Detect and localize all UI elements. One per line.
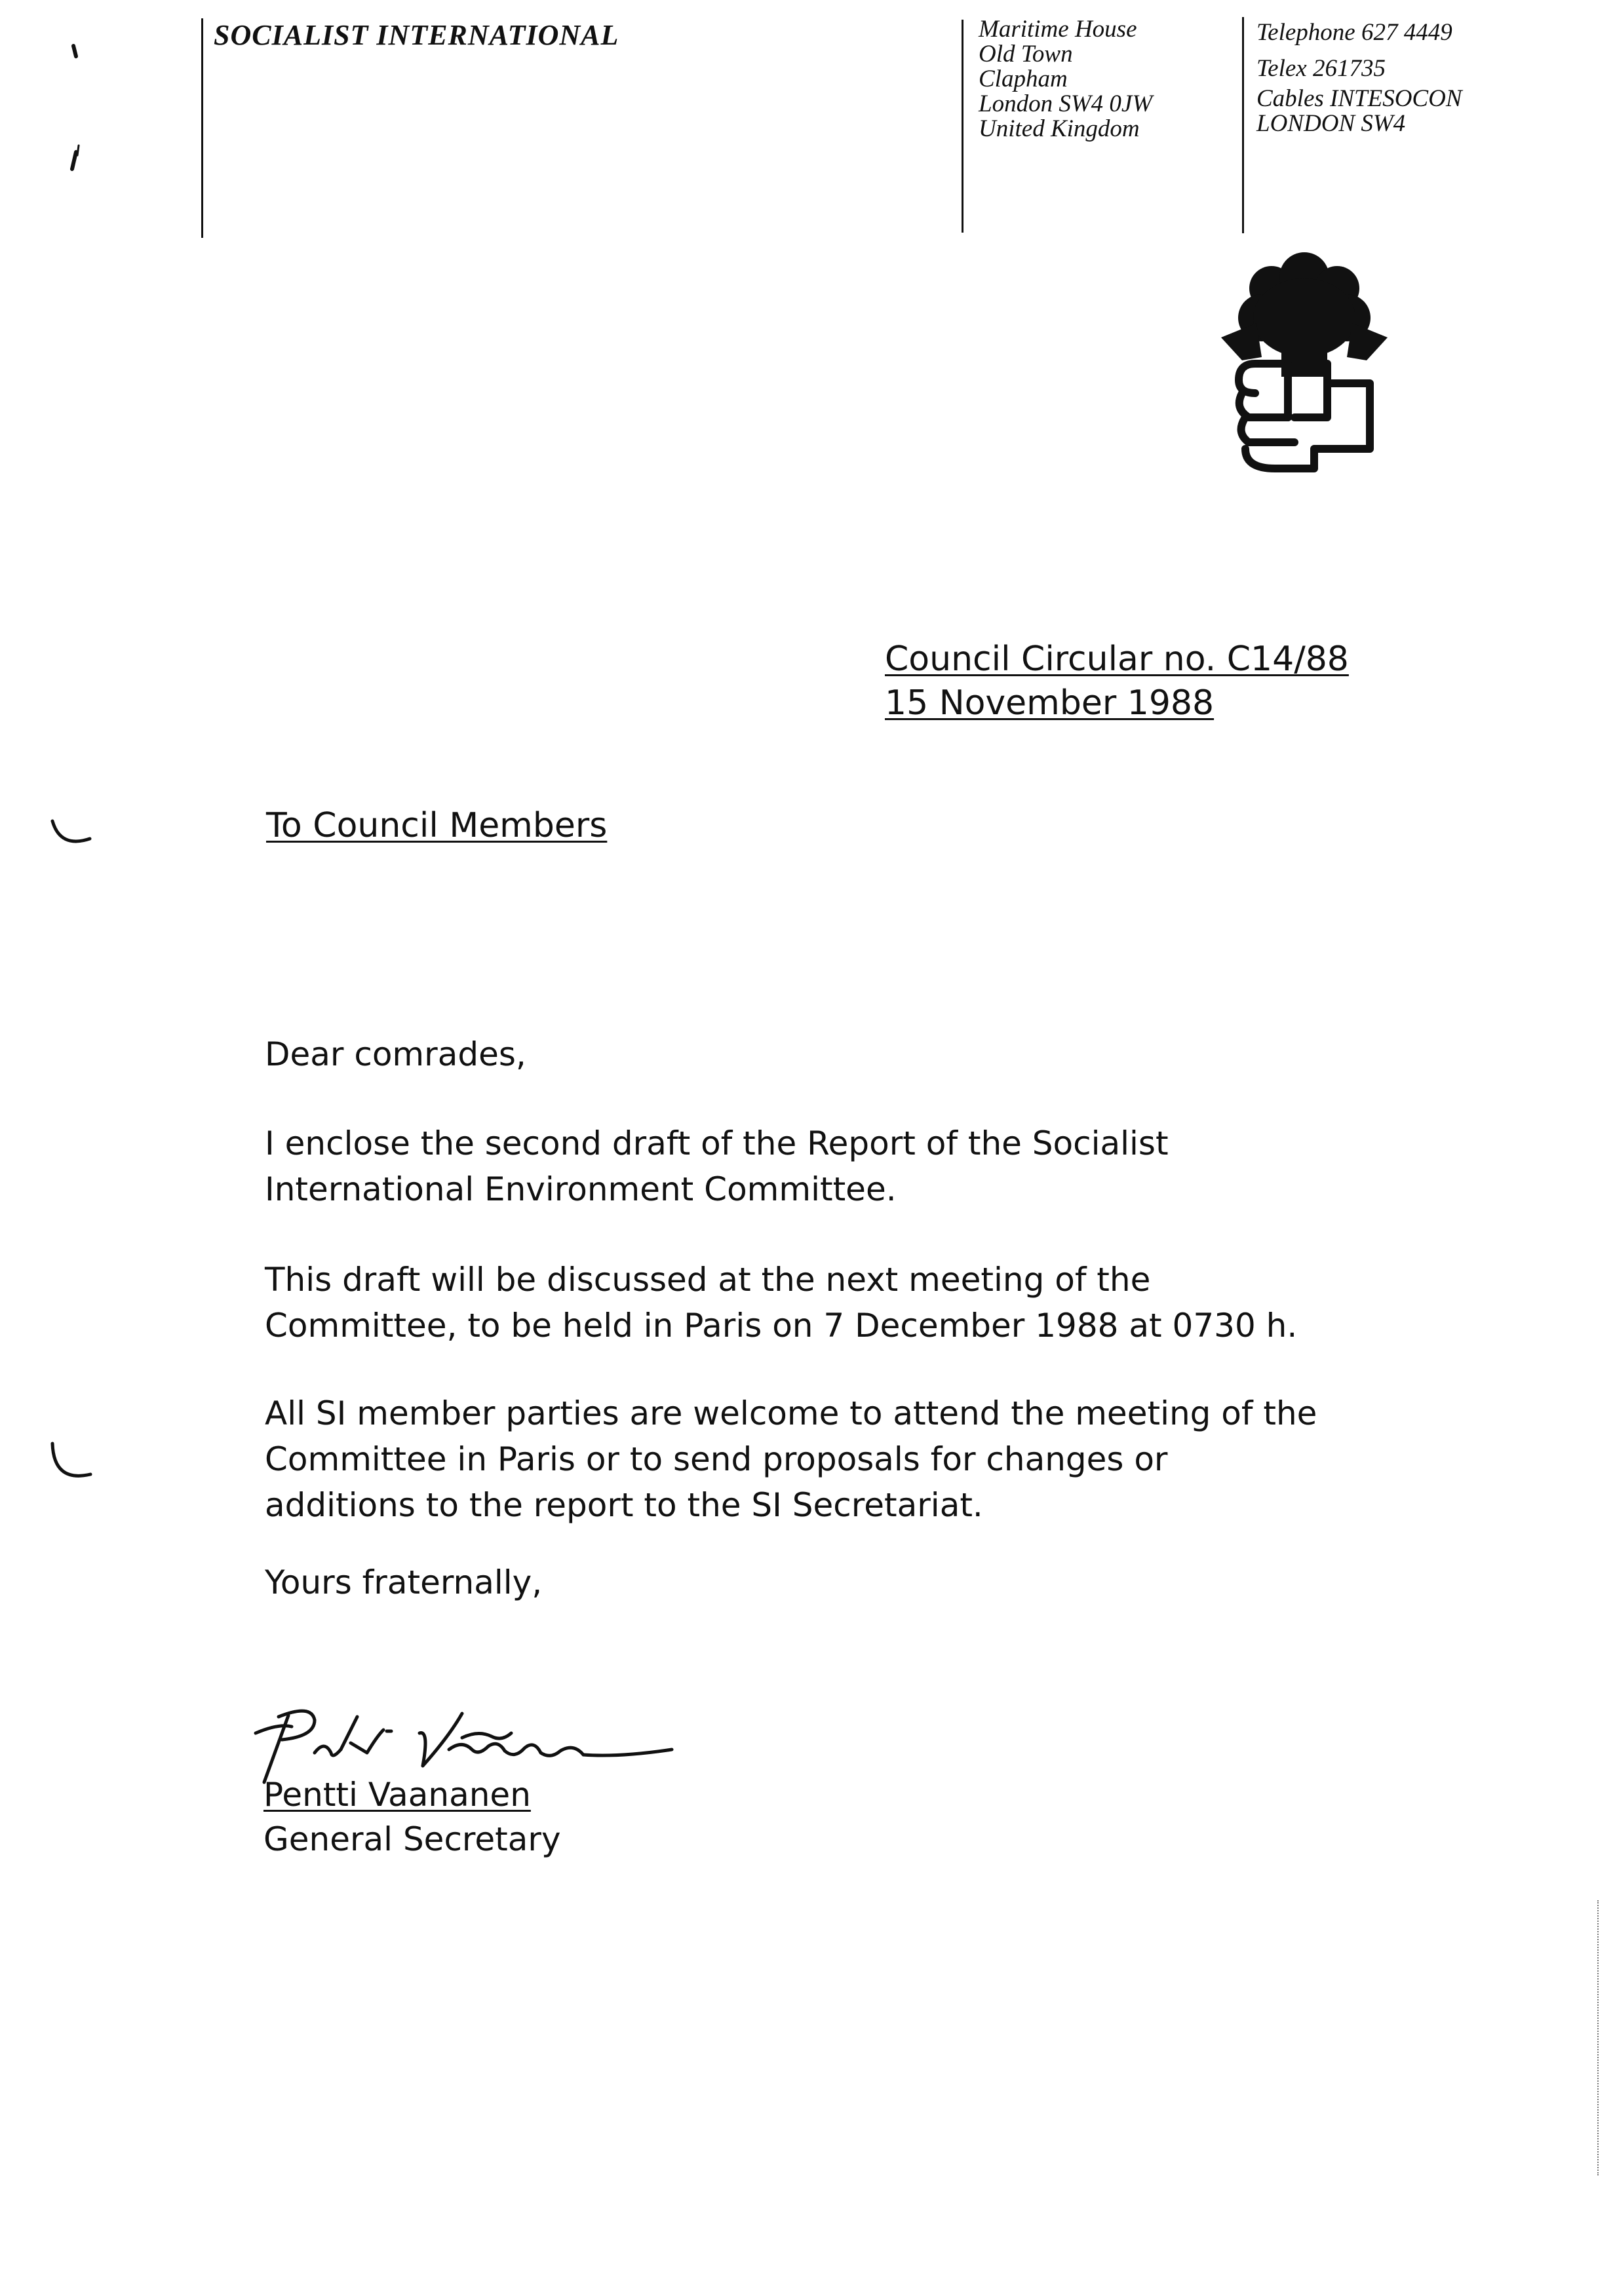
organization-name: SOCIALIST INTERNATIONAL <box>214 19 619 51</box>
handwritten-signature <box>252 1704 678 1786</box>
paragraph-text: This draft will be discussed at the next meeting of the Committee, to be held in Paris on 7 December 1988 at 0730 h. <box>265 1261 1298 1345</box>
scan-mark <box>66 41 85 172</box>
circular-date: 15 November 1988 <box>885 683 1215 723</box>
letter-paragraph <box>265 1390 1327 1528</box>
organization-address <box>979 17 1152 142</box>
telex: Telex 261735 <box>1256 55 1386 82</box>
fist-and-rose-logo-icon <box>1216 252 1393 475</box>
circular-reference <box>885 638 1349 725</box>
address-line: Maritime House <box>979 16 1137 43</box>
cables-line: LONDON SW4 <box>1256 110 1406 137</box>
address-line: Clapham <box>979 66 1068 92</box>
organization-contact <box>1256 14 1462 136</box>
circular-number: Council Circular no. C14/88 <box>885 640 1349 679</box>
closing <box>265 1559 1327 1605</box>
signatory-title: General Secretary <box>263 1820 561 1858</box>
letter-paragraph <box>265 1257 1327 1349</box>
letter-paragraph <box>265 1120 1215 1212</box>
scan-edge-mark <box>1597 1900 1600 2175</box>
paragraph-text: I enclose the second draft of the Report of the Socialist International Environment Committee. <box>265 1124 1169 1208</box>
hole-punch-mark <box>47 816 96 855</box>
salutation <box>265 1031 1327 1077</box>
telephone: Telephone 627 4449 <box>1256 19 1452 46</box>
address-line: Old Town <box>979 41 1073 67</box>
salutation-text: Dear comrades, <box>265 1035 526 1073</box>
closing-text: Yours fraternally, <box>265 1563 543 1601</box>
recipient-line: To Council Members <box>266 806 608 845</box>
signatory-name: Pentti Vaananen <box>263 1776 531 1814</box>
letterhead-left-rule <box>201 18 203 238</box>
letterhead-right-rule <box>1242 17 1244 233</box>
address-line: United Kingdom <box>979 115 1140 142</box>
address-line: London SW4 0JW <box>979 90 1153 117</box>
letterhead-middle-rule <box>962 20 963 233</box>
hole-punch-mark <box>46 1438 95 1487</box>
paragraph-text: All SI member parties are welcome to attend the meeting of the Committee in Paris or to send proposals for changes or additions to the report to the SI Secretariat. <box>265 1394 1317 1524</box>
cables-line: Cables INTESOCON <box>1256 85 1462 112</box>
